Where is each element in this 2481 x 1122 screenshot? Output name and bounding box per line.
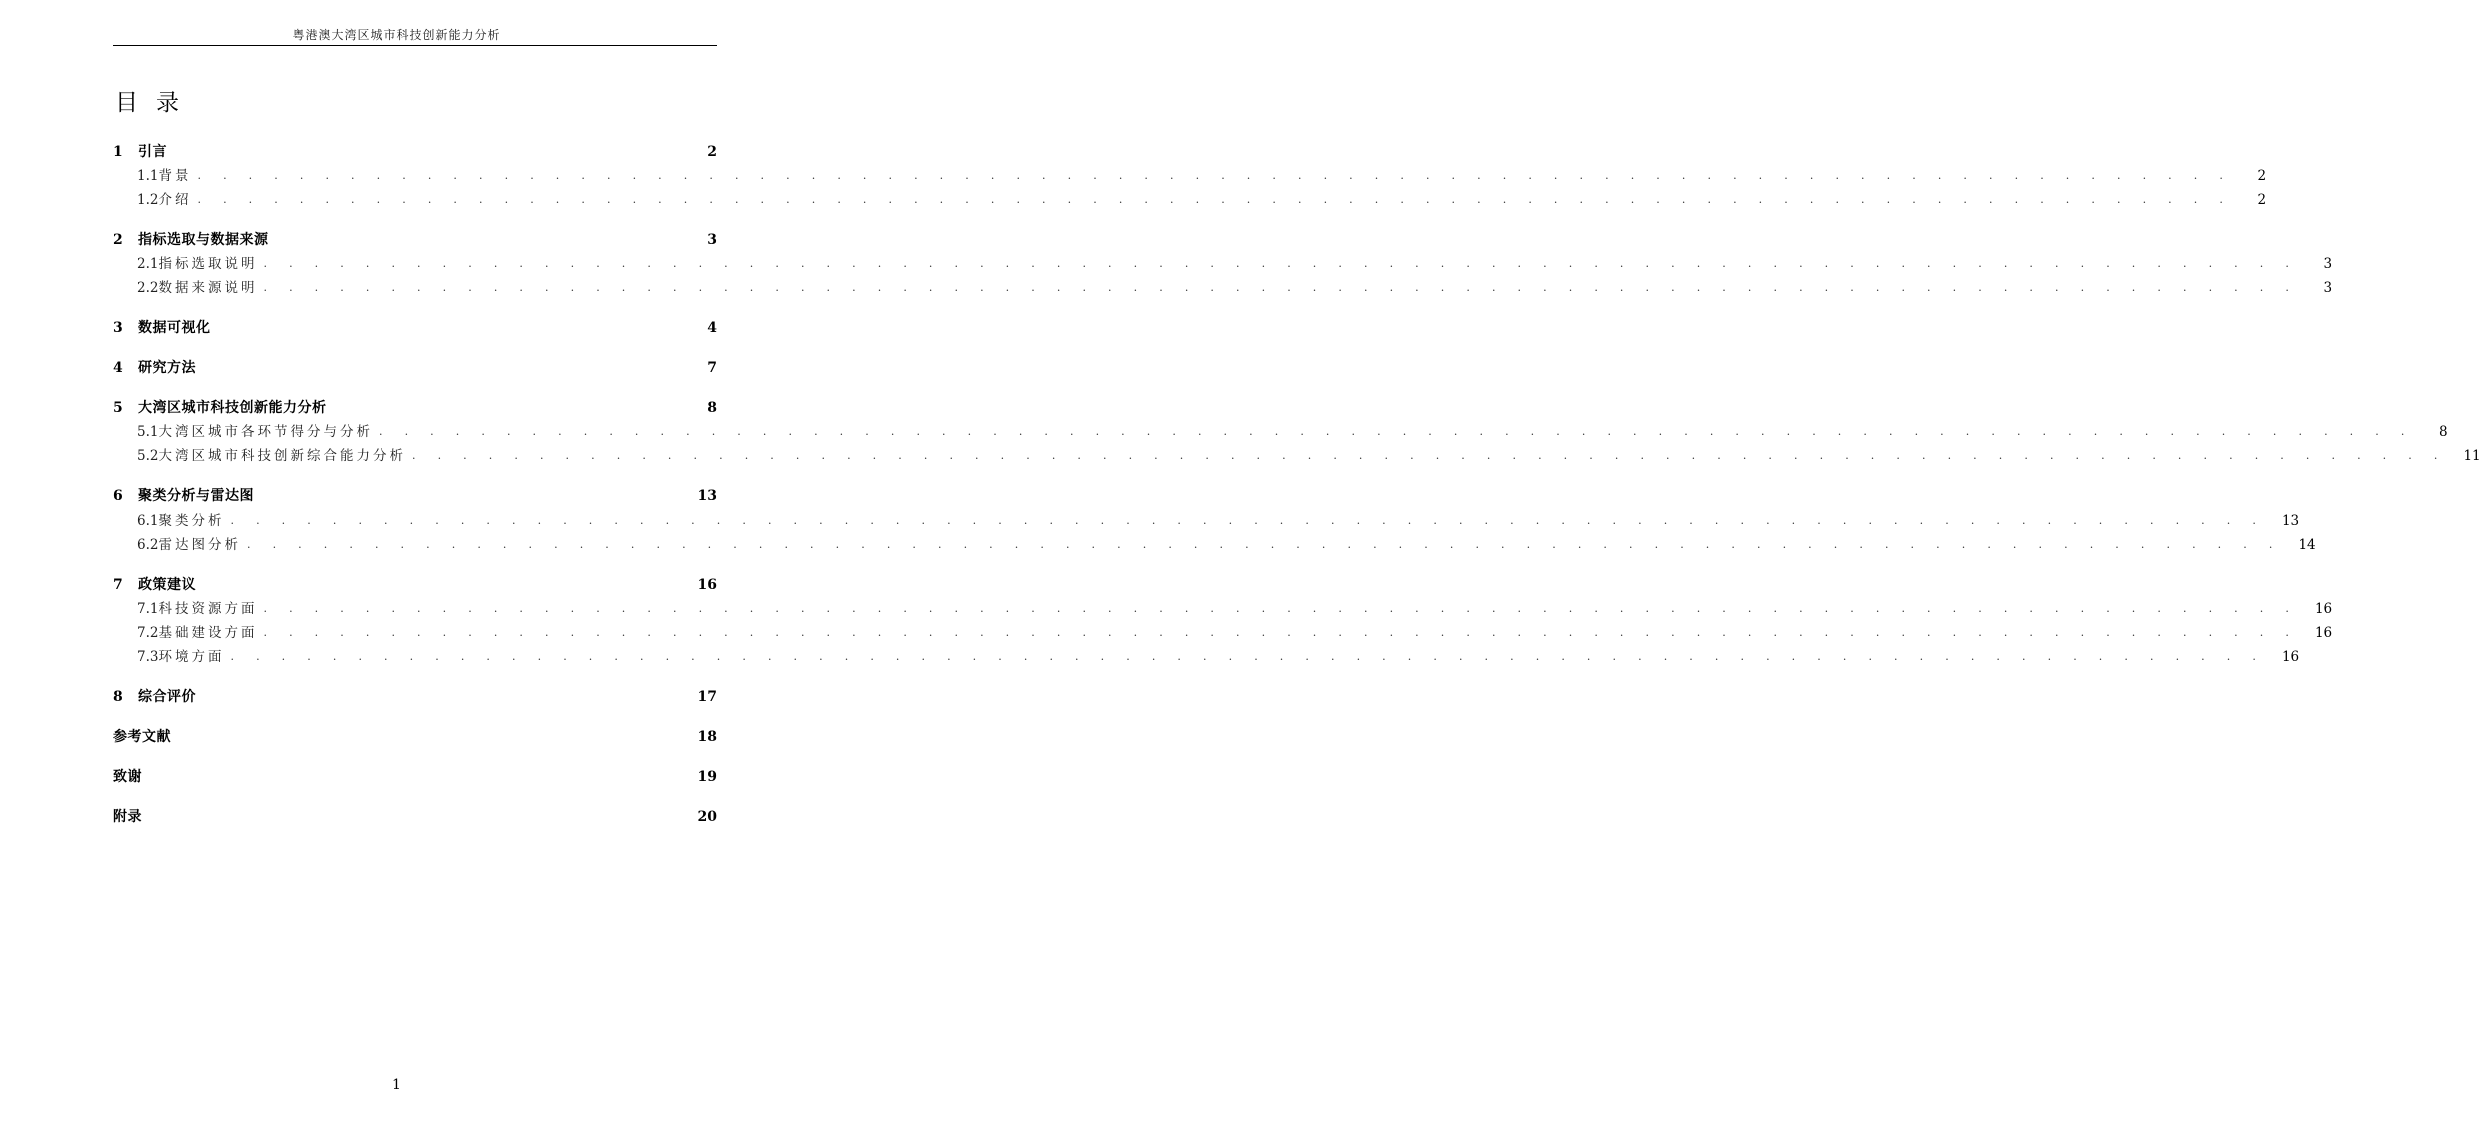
toc-leader-dots: . . . . . . . . . . . . . . . . . . . . . . . . . . . . . . . . . . . . . . . . . . . . . . . . . . . . . . . . . . . . . . . . . . . . . . . . . . . . . . . . [197, 169, 2233, 182]
toc-subsection-entry[interactable] [113, 278, 2333, 298]
toc-entry-page-number: 19 [697, 769, 717, 785]
toc-entry-number: 7.2 [137, 625, 159, 641]
toc-entry-page-number: 3 [2323, 280, 2333, 296]
toc-leader-dots: . . . . . . . . . . . . . . . . . . . . . . . . . . . . . . . . . . . . . . . . . . . . . . . . . . . . . . . . . . . . . . . . . . . . . . . . . . . . . . . . [246, 538, 2282, 551]
toc-leader-dots: . . . . . . . . . . . . . . . . . . . . . . . . . . . . . . . . . . . . . . . . . . . . . . . . . . . . . . . . . . . . . . . . . . . . . . . . . . . . . . . . [263, 257, 2299, 270]
toc-section-entry[interactable] [113, 142, 717, 162]
toc-entry-page-number: 13 [2281, 513, 2300, 529]
toc-entry-page-number: 11 [2463, 448, 2481, 464]
toc-entry-number: 5.1 [137, 424, 159, 440]
toc-entry-page-number: 7 [707, 360, 717, 376]
toc-leader-dots: . . . . . . . . . . . . . . . . . . . . . . . . . . . . . . . . . . . . . . . . . . . . . . . . . . . . . . . . . . . . . . . . . . . . . . . . . . . . . . . . [411, 449, 2447, 462]
toc-entry-label: 致谢 [113, 769, 142, 785]
toc-entry-page-number: 8 [2439, 424, 2448, 440]
toc-subsection-entry[interactable] [113, 422, 2448, 442]
toc-entry-page-number: 16 [2314, 625, 2333, 641]
toc-entry-page-number: 20 [697, 809, 717, 825]
toc-section-entry[interactable] [113, 727, 717, 747]
toc-entry-page-number: 4 [707, 320, 717, 336]
toc-entry-number: 4 [113, 360, 123, 376]
toc-section-entry[interactable] [113, 687, 717, 707]
toc-subsection-entry[interactable] [113, 190, 2267, 210]
toc-entry-page-number: 14 [2298, 537, 2316, 553]
toc-entry-number: 6.2 [137, 537, 159, 553]
toc-entry-number: 5 [113, 400, 123, 416]
toc-entry-number: 2.2 [137, 280, 159, 296]
toc-leader-dots: . . . . . . . . . . . . . . . . . . . . . . . . . . . . . . . . . . . . . . . . . . . . . . . . . . . . . . . . . . . . . . . . . . . . . . . . . . . . . . . . [263, 281, 2299, 294]
toc-entry-label: 科技资源方面 [158, 601, 258, 617]
toc-leader-dots: . . . . . . . . . . . . . . . . . . . . . . . . . . . . . . . . . . . . . . . . . . . . . . . . . . . . . . . . . . . . . . . . . . . . . . . . . . . . . . . . [378, 425, 2414, 438]
toc-entry-number: 7 [113, 577, 123, 593]
toc-entry-number: 5.2 [137, 448, 159, 464]
toc-leader-dots: . . . . . . . . . . . . . . . . . . . . . . . . . . . . . . . . . . . . . . . . . . . . . . . . . . . . . . . . . . . . . . . . . . . . . . . . . . . . . . . . [230, 514, 2266, 527]
toc-entry-number: 6.1 [137, 513, 159, 529]
toc-entry-label: 大湾区城市科技创新能力分析 [138, 400, 327, 416]
toc-entry-label: 引言 [138, 144, 167, 160]
toc-entry-label: 环境方面 [158, 649, 225, 665]
toc-entry-label: 聚类分析与雷达图 [138, 488, 254, 504]
toc-subsection-entry[interactable] [113, 446, 2481, 466]
toc-section-entry[interactable] [113, 318, 717, 338]
toc-entry-number: 8 [113, 689, 123, 705]
toc-leader-dots: . . . . . . . . . . . . . . . . . . . . . . . . . . . . . . . . . . . . . . . . . . . . . . . . . . . . . . . . . . . . . . . . . . . . . . . . . . . . . . . . [263, 626, 2299, 639]
toc-entry-number: 1 [113, 144, 123, 160]
toc-entry-number: 6 [113, 488, 123, 504]
toc-leader-dots: . . . . . . . . . . . . . . . . . . . . . . . . . . . . . . . . . . . . . . . . . . . . . . . . . . . . . . . . . . . . . . . . . . . . . . . . . . . . . . . . [197, 193, 2233, 206]
toc-entry-number: 7.1 [137, 601, 159, 617]
toc-entry-number: 7.3 [137, 649, 159, 665]
toc-leader-dots: . . . . . . . . . . . . . . . . . . . . . . . . . . . . . . . . . . . . . . . . . . . . . . . . . . . . . . . . . . . . . . . . . . . . . . . . . . . . . . . . [230, 650, 2266, 663]
toc-entry-page-number: 2 [707, 144, 717, 160]
toc-entry-number: 1.2 [137, 192, 159, 208]
toc-entry-page-number: 16 [697, 577, 717, 593]
toc-entry-label: 指标选取说明 [158, 256, 258, 272]
toc-section-entry[interactable] [113, 358, 717, 378]
footer-page-number: 1 [392, 1077, 401, 1093]
toc-entry-label: 背景 [158, 168, 192, 184]
toc-section-entry[interactable] [113, 230, 717, 250]
toc-section-entry[interactable] [113, 486, 717, 506]
toc-entry-label: 基础建设方面 [158, 625, 258, 641]
toc-entry-label: 政策建议 [138, 577, 196, 593]
toc-entry-label: 介绍 [158, 192, 192, 208]
toc-entry-label: 数据来源说明 [158, 280, 258, 296]
toc-title: 目录 [115, 90, 197, 116]
toc-entry-label: 研究方法 [138, 360, 196, 376]
toc-section-entry[interactable] [113, 767, 717, 787]
running-header-title: 粤港澳大湾区城市科技创新能力分析 [292, 28, 501, 42]
toc-entry-page-number: 16 [2281, 649, 2300, 665]
header-rule [113, 45, 717, 46]
toc-subsection-entry[interactable] [113, 623, 2333, 643]
toc-entry-page-number: 2 [2257, 168, 2267, 184]
toc-entry-page-number: 3 [707, 232, 717, 248]
toc-entry-page-number: 2 [2257, 192, 2267, 208]
toc-subsection-entry[interactable] [113, 511, 2300, 531]
toc-entry-page-number: 13 [697, 488, 717, 504]
toc-entry-page-number: 8 [707, 400, 717, 416]
toc-section-entry[interactable] [113, 807, 717, 827]
toc-subsection-entry[interactable] [113, 647, 2300, 667]
toc-subsection-entry[interactable] [113, 166, 2267, 186]
toc-entry-label: 参考文献 [113, 729, 171, 745]
toc-subsection-entry[interactable] [113, 535, 2316, 555]
toc-entry-page-number: 3 [2323, 256, 2333, 272]
toc-entry-page-number: 18 [697, 729, 717, 745]
toc-entry-page-number: 16 [2314, 601, 2333, 617]
toc-entry-label: 大湾区城市各环节得分与分析 [158, 424, 373, 440]
toc-entry-label: 大湾区城市科技创新综合能力分析 [158, 448, 406, 464]
toc-entry-number: 2.1 [137, 256, 159, 272]
toc-entry-number: 2 [113, 232, 123, 248]
toc-section-entry[interactable] [113, 398, 717, 418]
toc-entry-page-number: 17 [697, 689, 717, 705]
toc-entry-number: 3 [113, 320, 123, 336]
toc-entry-label: 指标选取与数据来源 [138, 232, 269, 248]
toc-section-entry[interactable] [113, 575, 717, 595]
toc-leader-dots: . . . . . . . . . . . . . . . . . . . . . . . . . . . . . . . . . . . . . . . . . . . . . . . . . . . . . . . . . . . . . . . . . . . . . . . . . . . . . . . . [263, 602, 2299, 615]
toc-entry-label: 数据可视化 [138, 320, 211, 336]
toc-subsection-entry[interactable] [113, 599, 2333, 619]
toc-entry-label: 雷达图分析 [158, 537, 241, 553]
toc-entry-label: 附录 [113, 809, 142, 825]
toc-entry-number: 1.1 [137, 168, 159, 184]
toc-subsection-entry[interactable] [113, 254, 2333, 274]
toc-entry-label: 聚类分析 [158, 513, 225, 529]
toc-entry-label: 综合评价 [138, 689, 196, 705]
